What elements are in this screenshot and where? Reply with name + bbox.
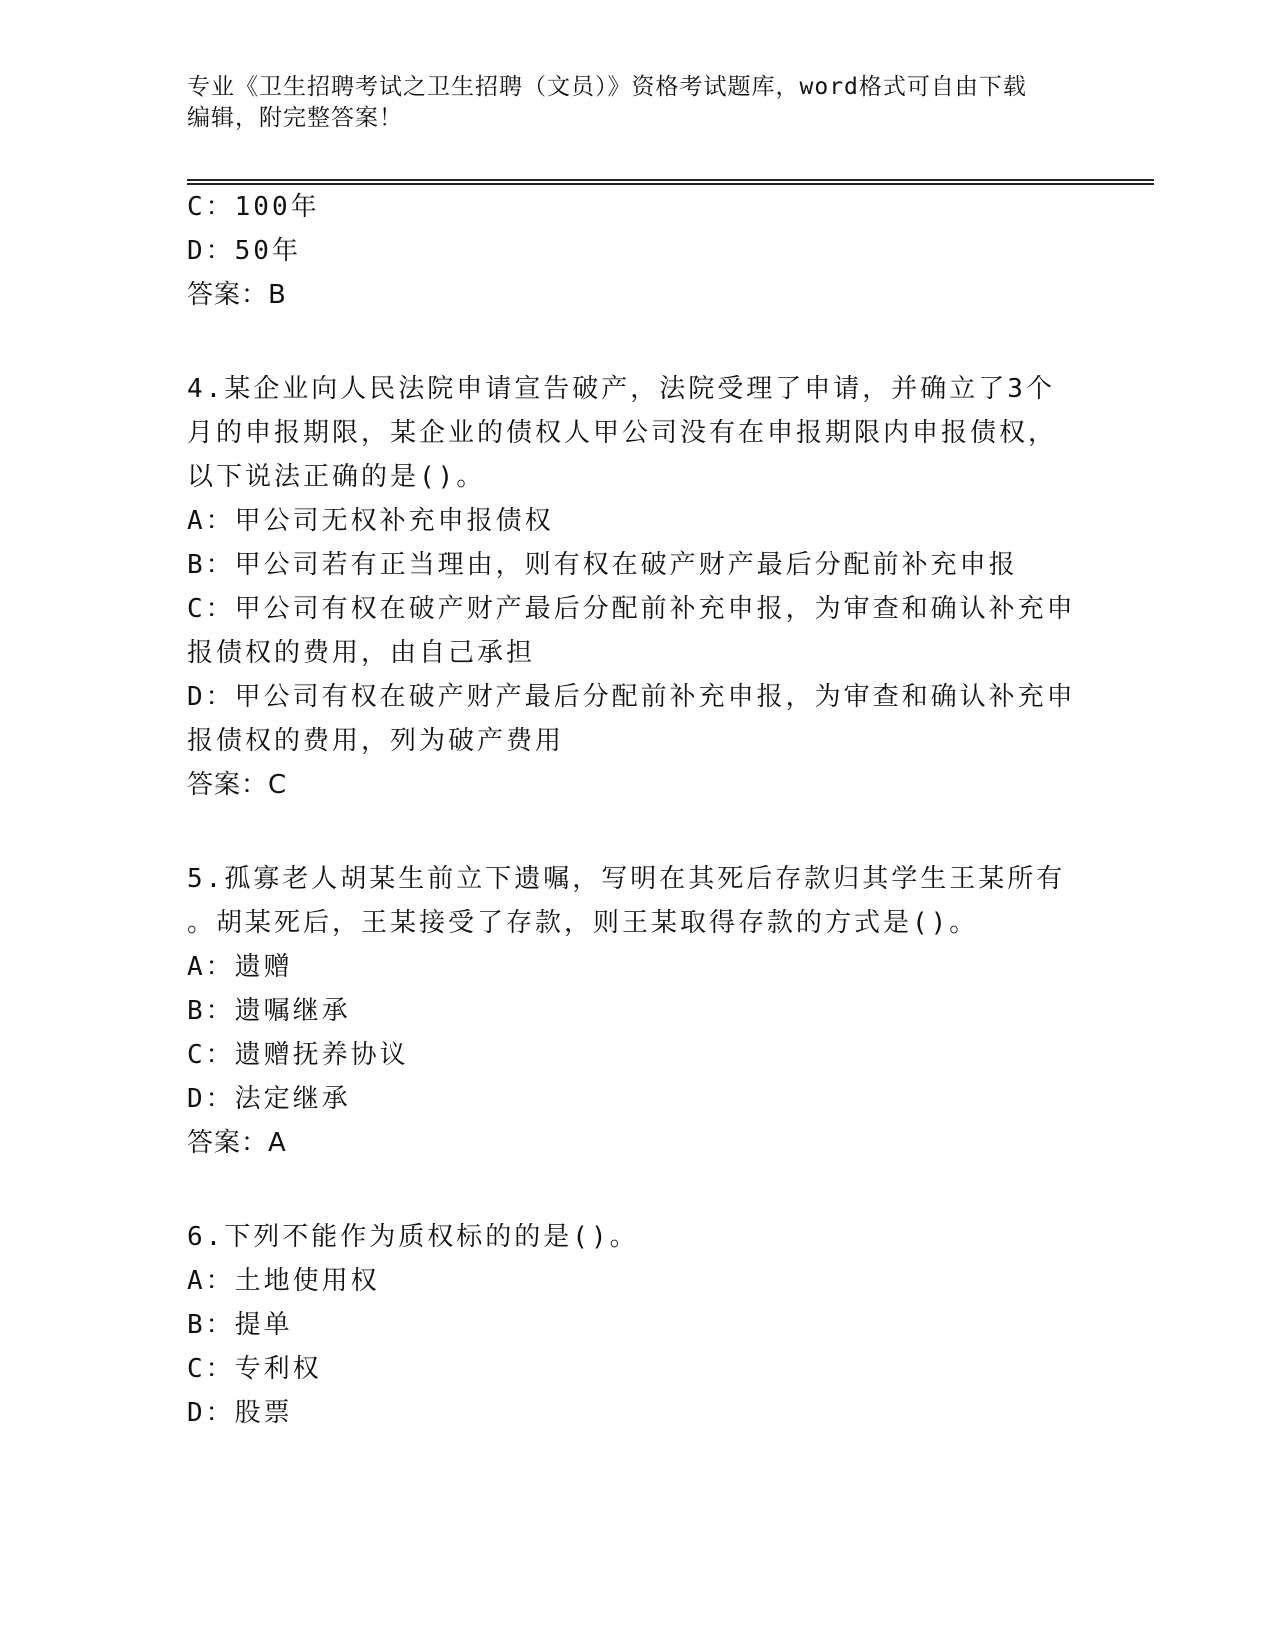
q3-option-c: C：100年 bbox=[187, 192, 320, 222]
q4-option-c-line-2: 报债权的费用，由自己承担 bbox=[187, 638, 536, 668]
q4-option-b: B：甲公司若有正当理由，则有权在破产财产最后分配前补充申报 bbox=[187, 550, 1018, 580]
header-divider-bottom bbox=[187, 183, 1154, 185]
q6-stem: 6.下列不能作为质权标的的是()。 bbox=[187, 1222, 639, 1252]
q6-option-d: D：股票 bbox=[187, 1398, 293, 1428]
q5-option-d: D：法定继承 bbox=[187, 1084, 351, 1114]
q4-option-a: A：甲公司无权补充申报债权 bbox=[187, 506, 554, 536]
header-divider-top bbox=[187, 179, 1154, 181]
q5-option-c: C：遗赠抚养协议 bbox=[187, 1040, 409, 1070]
q3-option-d: D：50年 bbox=[187, 236, 301, 266]
q4-option-c-line-1: C：甲公司有权在破产财产最后分配前补充申报，为审查和确认补充申 bbox=[187, 594, 1076, 624]
q4-option-d-line-1: D：甲公司有权在破产财产最后分配前补充申报，为审查和确认补充申 bbox=[187, 682, 1076, 712]
q5-stem-line-1: 5.孤寡老人胡某生前立下遗嘱，写明在其死后存款归其学生王某所有 bbox=[187, 864, 1066, 894]
q3-answer: 答案：B bbox=[187, 280, 287, 310]
q6-option-b: B：提单 bbox=[187, 1310, 293, 1340]
q5-answer: 答案：A bbox=[187, 1128, 287, 1158]
header-line-2: 编辑，附完整答案！ bbox=[187, 105, 403, 131]
q4-answer: 答案：C bbox=[187, 770, 288, 800]
q5-stem-line-2: 。胡某死后，王某接受了存款，则王某取得存款的方式是()。 bbox=[187, 908, 979, 938]
q4-stem-line-3: 以下说法正确的是()。 bbox=[187, 462, 486, 492]
q4-stem-line-1: 4.某企业向人民法院申请宣告破产，法院受理了申请，并确立了3个 bbox=[187, 374, 1055, 404]
header-line-1: 专业《卫生招聘考试之卫生招聘（文员）》资格考试题库，word格式可自由下载 bbox=[187, 74, 1027, 100]
page-header bbox=[187, 72, 1067, 134]
q4-option-d-line-2: 报债权的费用，列为破产费用 bbox=[187, 726, 565, 756]
q5-option-b: B：遗嘱继承 bbox=[187, 996, 351, 1026]
q6-option-a: A：土地使用权 bbox=[187, 1266, 380, 1296]
q6-option-c: C：专利权 bbox=[187, 1354, 322, 1384]
q4-stem-line-2: 月的申报期限，某企业的债权人甲公司没有在申报期限内申报债权， bbox=[187, 418, 1058, 448]
q5-option-a: A：遗赠 bbox=[187, 952, 293, 982]
